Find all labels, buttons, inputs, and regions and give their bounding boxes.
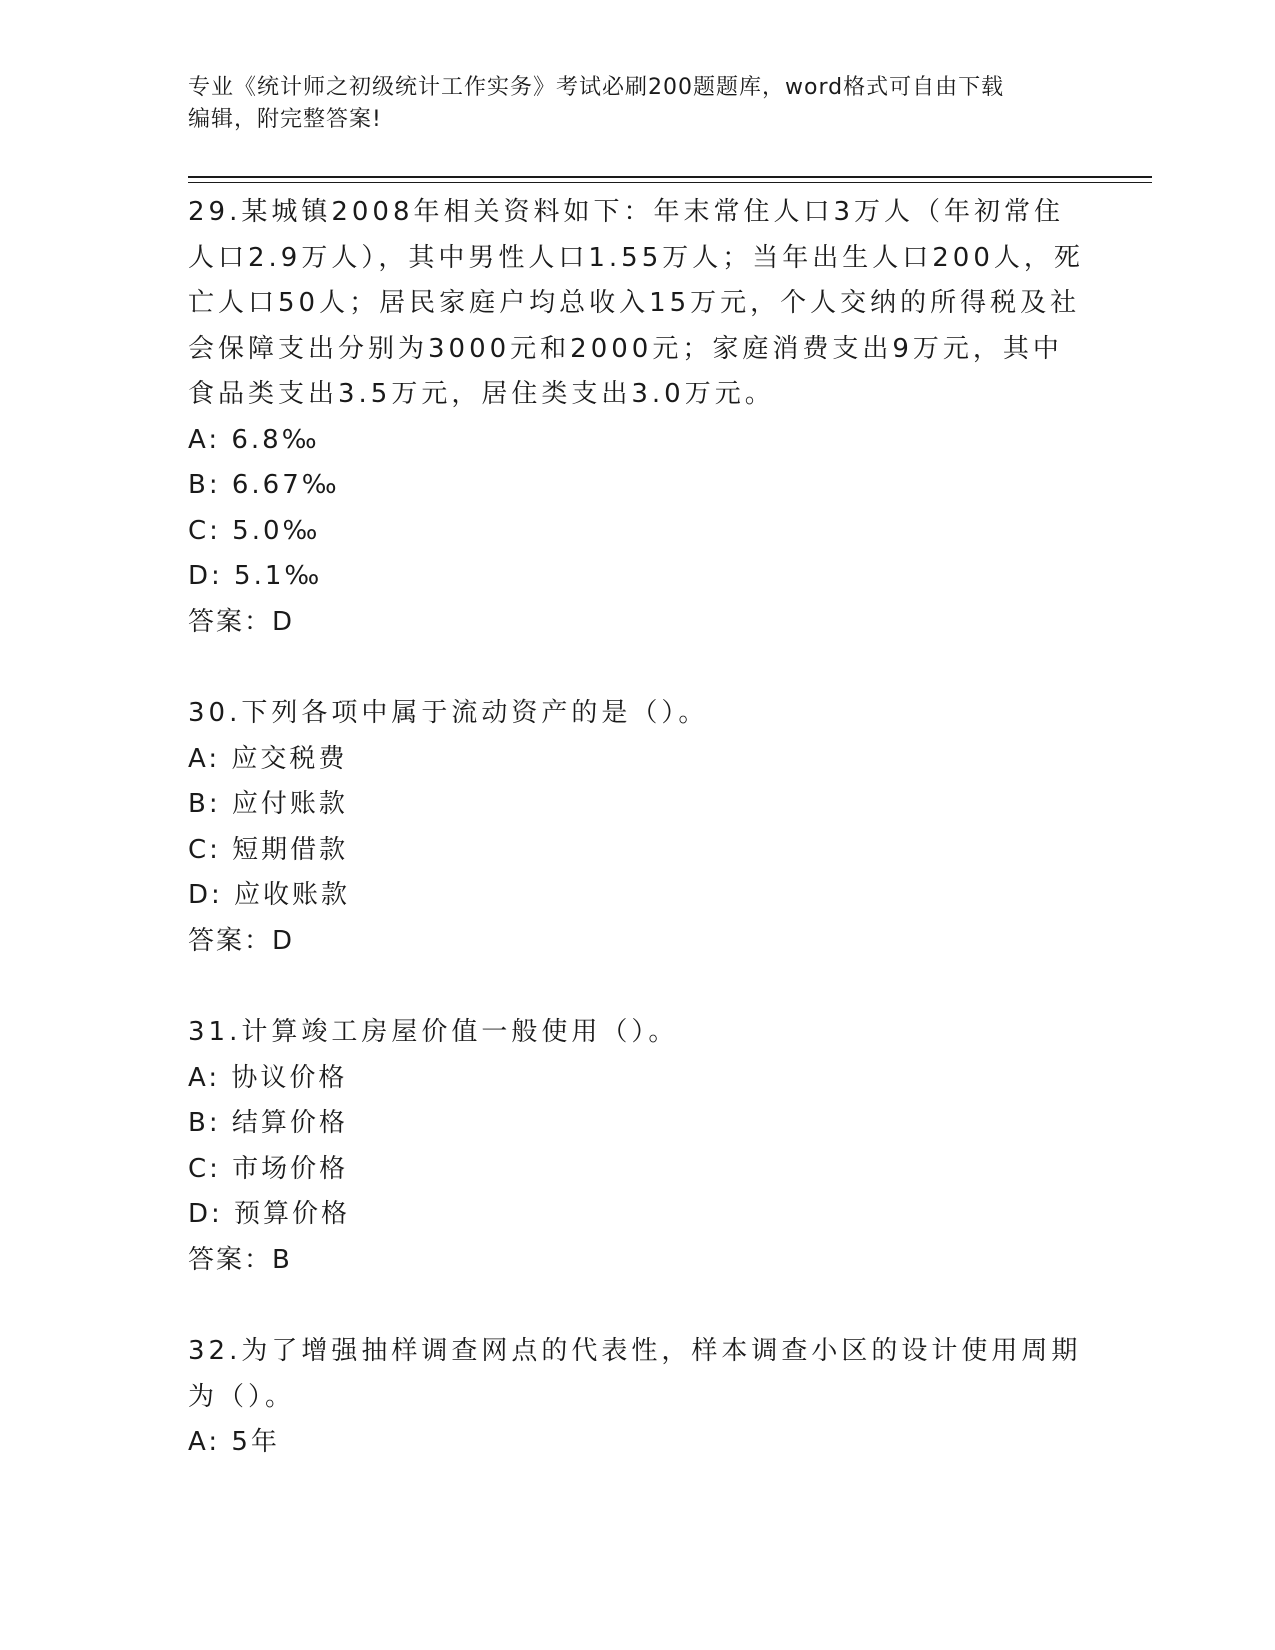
question-stem: 31.计算竣工房屋价值一般使用（）。	[188, 1017, 679, 1047]
question-29	[188, 188, 1088, 645]
question-stem: 32.为了增强抽样调查网点的代表性，样本调查小区的设计使用周期为（）。	[188, 1336, 1082, 1412]
header-line-2: 编辑，附完整答案!	[188, 107, 382, 132]
option-c: C: 5.0‰	[188, 515, 321, 546]
answer-label: 答案：D	[188, 606, 295, 637]
question-31	[188, 1008, 1088, 1283]
option-a: A: 协议价格	[188, 1062, 348, 1093]
option-c: C: 市场价格	[188, 1153, 349, 1184]
header-divider-thick	[188, 176, 1152, 178]
option-a: A: 应交税费	[188, 743, 348, 774]
option-b: B: 6.67‰	[188, 470, 340, 500]
question-list	[188, 188, 1088, 1510]
question-stem: 29.某城镇2008年相关资料如下：年末常住人口3万人（年初常住人口2.9万人），其中男性人口1.55万人；当年出生人口200人，死亡人口50人；居民家庭户均总收入15万元，个人交纳的所得税及社会保障支出分别为3000元和2000元；家庭消费支出9万元，其中食品类支出3.5万元，居住类支出3.0万元。	[188, 197, 1084, 409]
option-d: D: 应收账款	[188, 880, 351, 910]
answer-label: 答案：D	[188, 925, 295, 956]
option-a: A: 5年	[188, 1427, 280, 1457]
option-b: B: 结算价格	[188, 1108, 348, 1138]
option-b: B: 应付账款	[188, 789, 348, 819]
question-stem: 30.下列各项中属于流动资产的是（）。	[188, 698, 709, 728]
question-32	[188, 1327, 1088, 1466]
option-d: D: 预算价格	[188, 1199, 351, 1229]
question-30	[188, 689, 1088, 964]
header-divider-thin	[188, 182, 1152, 183]
option-c: C: 短期借款	[188, 834, 349, 865]
option-d: D: 5.1‰	[188, 561, 323, 591]
option-a: A: 6.8‰	[188, 424, 320, 455]
answer-label: 答案：B	[188, 1244, 292, 1275]
document-header	[188, 72, 1088, 136]
header-line-1: 专业《统计师之初级统计工作实务》考试必刷200题题库，word格式可自由下载	[188, 75, 1005, 100]
